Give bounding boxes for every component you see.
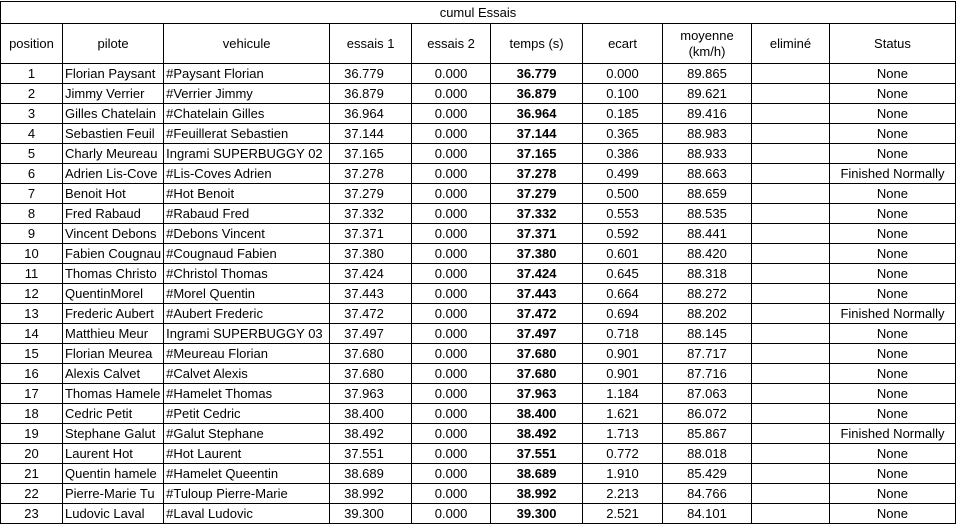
cell-pilote: Pierre-Marie Tu [62,484,163,504]
cell-essais-1: 37.144 [330,124,412,144]
cell-temps: 37.472 [491,304,583,324]
cell-essais-1: 37.472 [330,304,412,324]
col-header-essais-2: essais 2 [412,24,491,64]
cell-temps: 37.380 [491,244,583,264]
cell-essais-2: 0.000 [412,244,491,264]
cell-moyenne: 85.429 [663,464,752,484]
cell-pilote: Matthieu Meur [62,324,163,344]
cell-essais-1: 38.400 [330,404,412,424]
cell-elimine [751,404,829,424]
cell-temps: 37.551 [491,444,583,464]
cell-position: 3 [1,104,63,124]
cell-temps: 37.144 [491,124,583,144]
cell-elimine [751,84,829,104]
cell-vehicule: #Aubert Frederic [164,304,330,324]
cell-status: None [829,364,955,384]
col-header-essais-1: essais 1 [330,24,412,64]
cell-essais-1: 37.424 [330,264,412,284]
cell-vehicule: #Chatelain Gilles [164,104,330,124]
cell-moyenne: 86.072 [663,404,752,424]
cell-position: 22 [1,484,63,504]
cell-ecart: 2.213 [583,484,663,504]
cell-ecart: 1.184 [583,384,663,404]
cell-pilote: Frederic Aubert [62,304,163,324]
cell-pilote: Ludovic Laval [62,504,163,524]
cell-position: 23 [1,504,63,524]
cell-elimine [751,284,829,304]
cell-status: None [829,464,955,484]
cell-essais-1: 38.492 [330,424,412,444]
table-row [1,344,956,364]
cell-essais-1: 37.278 [330,164,412,184]
cell-essais-2: 0.000 [412,64,491,84]
cell-status: None [829,124,955,144]
table-row [1,284,956,304]
cell-moyenne: 88.318 [663,264,752,284]
cell-essais-2: 0.000 [412,184,491,204]
cell-essais-1: 37.551 [330,444,412,464]
cell-essais-1: 37.165 [330,144,412,164]
cell-ecart: 0.664 [583,284,663,304]
cell-position: 11 [1,264,63,284]
cell-elimine [751,484,829,504]
cell-elimine [751,384,829,404]
cell-essais-2: 0.000 [412,144,491,164]
table-row [1,144,956,164]
cell-temps: 36.779 [491,64,583,84]
cell-pilote: QuentinMorel [62,284,163,304]
cell-vehicule: #Galut Stephane [164,424,330,444]
table-row [1,244,956,264]
cell-essais-2: 0.000 [412,504,491,524]
cell-vehicule: #Laval Ludovic [164,504,330,524]
cell-elimine [751,164,829,184]
cell-vehicule: #Lis-Coves Adrien [164,164,330,184]
col-header-temps: temps (s) [491,24,583,64]
cell-essais-1: 36.964 [330,104,412,124]
cell-essais-2: 0.000 [412,124,491,144]
cell-temps: 38.492 [491,424,583,444]
cell-elimine [751,344,829,364]
table-row [1,124,956,144]
table-row [1,464,956,484]
cell-essais-1: 37.279 [330,184,412,204]
cell-elimine [751,364,829,384]
cell-status: None [829,384,955,404]
cell-temps: 37.680 [491,344,583,364]
cell-essais-1: 38.992 [330,484,412,504]
cell-essais-2: 0.000 [412,404,491,424]
cell-vehicule: #Paysant Florian [164,64,330,84]
cell-status: None [829,84,955,104]
table-row [1,324,956,344]
table-row [1,84,956,104]
cell-temps: 37.332 [491,204,583,224]
cell-status: None [829,324,955,344]
cell-temps: 37.963 [491,384,583,404]
cell-moyenne: 88.983 [663,124,752,144]
cell-moyenne: 88.663 [663,164,752,184]
cell-position: 16 [1,364,63,384]
cell-pilote: Florian Paysant [62,64,163,84]
results-table [0,1,956,524]
cell-vehicule: #Meureau Florian [164,344,330,364]
cell-ecart: 0.500 [583,184,663,204]
cell-vehicule: #Hot Laurent [164,444,330,464]
cell-status: None [829,64,955,84]
cell-essais-1: 37.443 [330,284,412,304]
cell-vehicule: #Feuillerat Sebastien [164,124,330,144]
table-title: cumul Essais [1,2,956,24]
cell-moyenne: 88.420 [663,244,752,264]
cell-moyenne: 88.145 [663,324,752,344]
cell-elimine [751,104,829,124]
cell-moyenne: 87.063 [663,384,752,404]
cell-ecart: 2.521 [583,504,663,524]
cell-moyenne: 89.416 [663,104,752,124]
cell-temps: 37.424 [491,264,583,284]
cell-essais-2: 0.000 [412,264,491,284]
cell-vehicule: Ingrami SUPERBUGGY 03 [164,324,330,344]
cell-position: 14 [1,324,63,344]
cell-position: 2 [1,84,63,104]
cell-essais-2: 0.000 [412,204,491,224]
cell-ecart: 1.713 [583,424,663,444]
cell-vehicule: #Christol Thomas [164,264,330,284]
cell-moyenne: 89.865 [663,64,752,84]
cell-temps: 36.964 [491,104,583,124]
cell-moyenne: 88.441 [663,224,752,244]
table-row [1,424,956,444]
cell-position: 10 [1,244,63,264]
cell-essais-1: 36.779 [330,64,412,84]
cell-temps: 37.497 [491,324,583,344]
cell-status: Finished Normally [829,424,955,444]
cell-elimine [751,264,829,284]
cell-position: 15 [1,344,63,364]
header-row [1,24,956,64]
cell-vehicule: #Hamelet Queentin [164,464,330,484]
cell-essais-2: 0.000 [412,484,491,504]
cell-essais-2: 0.000 [412,344,491,364]
table-row [1,164,956,184]
cell-vehicule: #Morel Quentin [164,284,330,304]
cell-moyenne: 88.202 [663,304,752,324]
cell-position: 8 [1,204,63,224]
cell-pilote: Quentin hamele [62,464,163,484]
cell-moyenne: 85.867 [663,424,752,444]
cell-status: Finished Normally [829,164,955,184]
cell-temps: 36.879 [491,84,583,104]
cell-essais-2: 0.000 [412,384,491,404]
cell-essais-2: 0.000 [412,464,491,484]
cell-status: None [829,104,955,124]
cell-moyenne: 88.933 [663,144,752,164]
cell-essais-2: 0.000 [412,304,491,324]
table-row [1,264,956,284]
cell-vehicule: Ingrami SUPERBUGGY 02 [164,144,330,164]
cell-ecart: 0.645 [583,264,663,284]
cell-status: None [829,224,955,244]
cell-temps: 37.279 [491,184,583,204]
cell-position: 21 [1,464,63,484]
cell-position: 4 [1,124,63,144]
cell-vehicule: #Hamelet Thomas [164,384,330,404]
cell-status: None [829,404,955,424]
cell-essais-1: 37.380 [330,244,412,264]
cell-position: 5 [1,144,63,164]
cell-pilote: Jimmy Verrier [62,84,163,104]
cell-pilote: Gilles Chatelain [62,104,163,124]
cell-ecart: 0.100 [583,84,663,104]
cell-status: Finished Normally [829,304,955,324]
cell-moyenne: 87.717 [663,344,752,364]
cell-elimine [751,324,829,344]
cell-status: None [829,204,955,224]
cell-essais-2: 0.000 [412,364,491,384]
cell-pilote: Sebastien Feuil [62,124,163,144]
cell-moyenne: 88.659 [663,184,752,204]
cell-position: 17 [1,384,63,404]
cell-pilote: Benoit Hot [62,184,163,204]
cell-pilote: Alexis Calvet [62,364,163,384]
cell-vehicule: #Hot Benoit [164,184,330,204]
cell-temps: 38.992 [491,484,583,504]
cell-ecart: 0.901 [583,344,663,364]
cell-status: None [829,484,955,504]
cell-pilote: Fred Rabaud [62,204,163,224]
cell-ecart: 1.910 [583,464,663,484]
cell-ecart: 0.365 [583,124,663,144]
col-header-position: position [1,24,63,64]
cell-position: 7 [1,184,63,204]
cell-vehicule: #Cougnaud Fabien [164,244,330,264]
cell-pilote: Stephane Galut [62,424,163,444]
col-header-status: Status [829,24,955,64]
cell-position: 12 [1,284,63,304]
cell-essais-2: 0.000 [412,424,491,444]
cell-vehicule: #Debons Vincent [164,224,330,244]
cell-ecart: 0.000 [583,64,663,84]
cell-status: None [829,284,955,304]
cell-moyenne: 88.018 [663,444,752,464]
cell-pilote: Charly Meureau [62,144,163,164]
cell-temps: 37.371 [491,224,583,244]
col-header-moyenne: moyenne (km/h) [663,24,752,64]
cell-moyenne: 84.766 [663,484,752,504]
cell-essais-1: 38.689 [330,464,412,484]
cell-ecart: 0.553 [583,204,663,224]
cell-ecart: 0.718 [583,324,663,344]
cell-position: 6 [1,164,63,184]
cell-elimine [751,464,829,484]
cell-essais-1: 37.680 [330,364,412,384]
cell-vehicule: #Rabaud Fred [164,204,330,224]
cell-pilote: Cedric Petit [62,404,163,424]
cell-essais-1: 36.879 [330,84,412,104]
col-header-vehicule: vehicule [164,24,330,64]
cell-vehicule: #Tuloup Pierre-Marie [164,484,330,504]
cell-temps: 38.400 [491,404,583,424]
cell-essais-1: 37.963 [330,384,412,404]
cell-position: 13 [1,304,63,324]
cell-essais-2: 0.000 [412,84,491,104]
cell-moyenne: 88.535 [663,204,752,224]
table-row [1,104,956,124]
table-row [1,384,956,404]
cell-elimine [751,184,829,204]
table-row [1,204,956,224]
cell-elimine [751,304,829,324]
table-row [1,224,956,244]
cell-pilote: Thomas Hamele [62,384,163,404]
cell-elimine [751,64,829,84]
col-header-pilote: pilote [62,24,163,64]
cell-elimine [751,244,829,264]
cell-elimine [751,424,829,444]
cell-moyenne: 88.272 [663,284,752,304]
cell-pilote: Laurent Hot [62,444,163,464]
cell-essais-1: 39.300 [330,504,412,524]
cell-essais-1: 37.332 [330,204,412,224]
cell-position: 1 [1,64,63,84]
cell-position: 20 [1,444,63,464]
cell-temps: 38.689 [491,464,583,484]
cell-temps: 37.443 [491,284,583,304]
table-row [1,404,956,424]
cell-position: 19 [1,424,63,444]
cell-status: None [829,184,955,204]
cell-status: None [829,444,955,464]
cell-pilote: Vincent Debons [62,224,163,244]
table-row [1,304,956,324]
cell-ecart: 0.601 [583,244,663,264]
cell-essais-1: 37.497 [330,324,412,344]
cell-essais-2: 0.000 [412,224,491,244]
cell-temps: 37.278 [491,164,583,184]
cell-status: None [829,344,955,364]
table-row [1,184,956,204]
table-row [1,364,956,384]
cell-elimine [751,124,829,144]
cell-vehicule: #Verrier Jimmy [164,84,330,104]
cell-status: None [829,504,955,524]
cell-elimine [751,144,829,164]
cell-status: None [829,144,955,164]
cell-ecart: 0.592 [583,224,663,244]
cell-essais-2: 0.000 [412,324,491,344]
table-body [1,64,956,524]
cell-elimine [751,224,829,244]
cell-ecart: 0.386 [583,144,663,164]
cell-moyenne: 84.101 [663,504,752,524]
cell-ecart: 0.772 [583,444,663,464]
cell-moyenne: 87.716 [663,364,752,384]
cell-temps: 37.165 [491,144,583,164]
cell-elimine [751,204,829,224]
cell-position: 9 [1,224,63,244]
cell-ecart: 0.694 [583,304,663,324]
table-row [1,444,956,464]
cell-position: 18 [1,404,63,424]
cell-temps: 37.680 [491,364,583,384]
cell-status: None [829,264,955,284]
cell-ecart: 0.901 [583,364,663,384]
cell-essais-1: 37.680 [330,344,412,364]
cell-moyenne: 89.621 [663,84,752,104]
cell-pilote: Fabien Cougnau [62,244,163,264]
table-row [1,484,956,504]
table-row [1,64,956,84]
cell-pilote: Adrien Lis-Cove [62,164,163,184]
cell-pilote: Thomas Christo [62,264,163,284]
cell-temps: 39.300 [491,504,583,524]
cell-vehicule: #Calvet Alexis [164,364,330,384]
cell-ecart: 0.499 [583,164,663,184]
cell-essais-2: 0.000 [412,444,491,464]
cell-essais-1: 37.371 [330,224,412,244]
col-header-elimine: eliminé [751,24,829,64]
cell-essais-2: 0.000 [412,164,491,184]
cell-vehicule: #Petit Cedric [164,404,330,424]
cell-ecart: 1.621 [583,404,663,424]
cell-pilote: Florian Meurea [62,344,163,364]
cell-elimine [751,444,829,464]
cell-essais-2: 0.000 [412,104,491,124]
col-header-ecart: ecart [583,24,663,64]
cell-essais-2: 0.000 [412,284,491,304]
cell-status: None [829,244,955,264]
cell-ecart: 0.185 [583,104,663,124]
